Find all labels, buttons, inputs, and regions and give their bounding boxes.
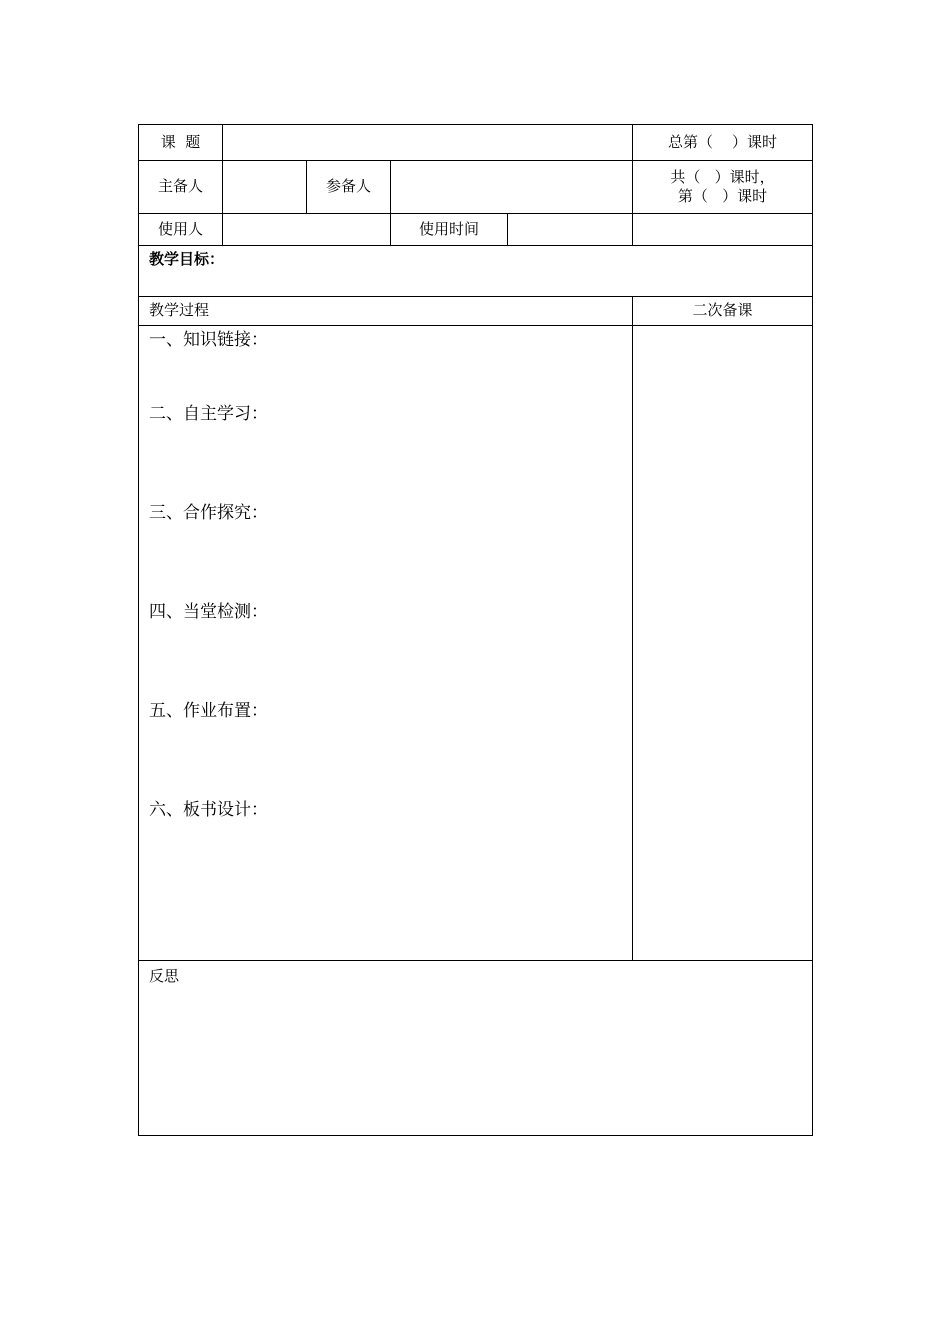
topic-field[interactable] xyxy=(223,125,633,161)
lesson-count-cell xyxy=(633,161,813,214)
main-preparer-label: 主备人 xyxy=(139,161,223,214)
section-homework: 五、作业布置： xyxy=(149,701,268,722)
section-knowledge-link: 一、知识链接： xyxy=(149,330,268,350)
second-prep-label: 二次备课 xyxy=(633,297,813,326)
lesson-count-line2: 第（ ）课时 xyxy=(677,187,768,205)
section-in-class-test: 四、当堂检测： xyxy=(149,602,268,623)
reflection-label: 反思 xyxy=(149,967,180,985)
use-time-label: 使用时间 xyxy=(391,214,508,246)
section-cooperative-inquiry: 三、合作探究： xyxy=(149,503,268,524)
row-reflection xyxy=(139,961,813,1136)
section-board-design: 六、板书设计： xyxy=(149,800,268,821)
use-extra-field[interactable] xyxy=(633,214,813,246)
use-time-field[interactable] xyxy=(508,214,633,246)
row-goals xyxy=(139,246,813,297)
co-preparer-field[interactable] xyxy=(391,161,633,214)
section-self-study: 二、自主学习： xyxy=(149,404,268,425)
co-preparer-label: 参备人 xyxy=(307,161,391,214)
main-preparer-field[interactable] xyxy=(223,161,307,214)
row-preparers xyxy=(139,161,813,214)
user-label: 使用人 xyxy=(139,214,223,246)
goals-cell[interactable] xyxy=(139,246,813,297)
goals-label: 教学目标： xyxy=(149,250,225,268)
process-label: 教学过程 xyxy=(139,297,633,326)
row-user xyxy=(139,214,813,246)
process-content-cell[interactable] xyxy=(139,326,633,961)
user-field[interactable] xyxy=(223,214,391,246)
reflection-cell[interactable] xyxy=(139,961,813,1136)
second-prep-field[interactable] xyxy=(633,326,813,961)
row-process-content xyxy=(139,326,813,961)
row-process-header xyxy=(139,297,813,326)
lesson-count-line1: 共（ ）课时， xyxy=(670,167,775,186)
lesson-plan-form xyxy=(138,124,813,1136)
row-topic xyxy=(139,125,813,161)
topic-label: 课 题 xyxy=(139,125,223,161)
total-lessons-label: 总第（ ）课时 xyxy=(633,125,813,161)
